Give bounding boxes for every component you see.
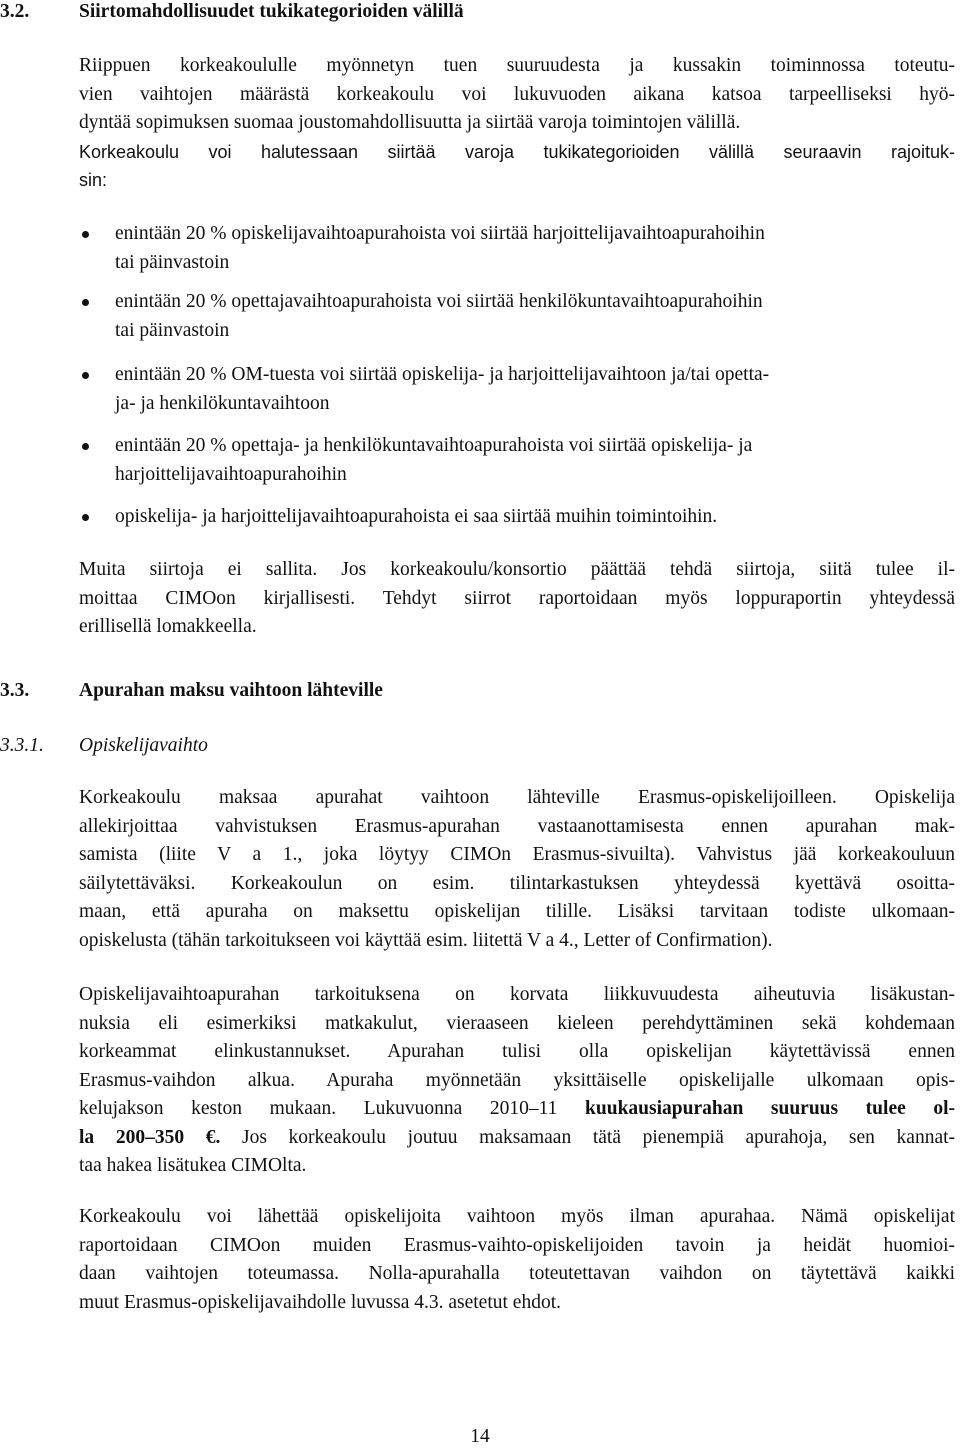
list-item-text [115,361,955,418]
text-line: muut Erasmus-opiskelijavaihdolle luvussa 4.3. asetetut ehdot. [79,1291,561,1313]
emphasis-grant-range: la 200–350 €. [79,1126,221,1148]
bullet-dot [82,231,89,238]
section-number: 3.2. [0,1,30,22]
text-line: harjoittelijavaihtoapurahoihin [115,463,347,485]
list-item-text [115,288,955,345]
text-line: enintään 20 % opiskelijavaihtoapurahoista voi siirtää harjoittelijavaihtoapurahoihin [115,223,765,244]
text-run: Jos korkeakoulu joutuu maksamaan tätä pienempiä apurahoja, sen kannat- [220,1126,956,1148]
emphasis-grant-amount: kuukausiapurahan suuruus tulee ol- [585,1098,955,1119]
section-number: 3.3.1. [0,735,44,756]
text-line: moittaa CIMOon kirjallisesti. Tehdyt siirrot raportoidaan myös loppuraportin yhteydessä [79,587,955,609]
text-line: Muita siirtoja ei sallita. Jos korkeakoulu/konsortio päättää tehdä siirtoja, siitä tulee il- [79,559,955,580]
section-title: Apurahan maksu vaihtoon lähteville [79,680,383,701]
list-item-text [115,220,955,277]
text-line: allekirjoittaa vahvistuksen Erasmus-apurahan vastaanottamisesta ennen apurahan mak- [79,815,955,837]
text-line: Opiskelijavaihtoapurahan tarkoituksena on korvata liikkuvuudesta aiheutuvia lisäkustan- [79,984,955,1005]
text-line: enintään 20 % OM-tuesta voi siirtää opiskelija- ja harjoittelijavaihtoon ja/tai opetta- [115,364,770,385]
text-line: sin: [79,170,108,190]
text-line: enintään 20 % opettaja- ja henkilökuntavaihtoapurahoista voi siirtää opiskelija- ja [115,435,753,456]
text-line: erillisellä lomakkeella. [79,616,257,637]
text-line: raportoidaan CIMOon muiden Erasmus-vaihto-opiskelijoiden tavoin ja heidät huomioi- [79,1234,955,1256]
text-line: nuksia eli esimerkiksi matkakulut, vieraaseen kieleen perehdyttäminen sekä kohdemaan [79,1012,955,1034]
text-line: ja- ja henkilökuntavaihtoon [115,392,330,414]
bullet-dot [82,514,89,521]
text-line: maan, että apuraha on maksettu opiskelijan tilille. Lisäksi tarvitaan todiste ulkomaan- [79,901,955,922]
text-line: Riippuen korkeakoululle myönnetyn tuen suuruudesta ja kussakin toiminnossa toteutu- [79,55,955,76]
text-line: enintään 20 % opettajavaihtoapurahoista voi siirtää henkilökuntavaihtoapurahoihin [115,291,763,312]
text-line: Erasmus-vaihdon alkua. Apuraha myönnetään yksittäiselle opiskelijalle ulkomaan opis- [79,1069,955,1091]
paragraph-other-transfers [79,556,955,642]
paragraph-transfer-intro [79,52,955,195]
text-run: kelujakson keston mukaan. Lukuvuonna 2010–11 [79,1098,586,1119]
bullet-dot [82,299,89,306]
text-line [79,1095,955,1124]
page-number: 14 [470,1426,490,1447]
section-number: 3.3. [0,680,30,701]
bullet-dot [82,443,89,450]
list-item-text [115,432,955,489]
text-line: samista (liite V a 1., joka löytyy CIMOn Erasmus-sivuilta). Vahvistus jää korkeakouluun [79,844,955,865]
bullet-dot [82,372,89,379]
text-line: dyntää sopimuksen suomaa joustomahdollisuutta ja siirtää varoja toimintojen välillä. [79,112,741,133]
text-line: tai päinvastoin [115,251,230,273]
section-title: Opiskelijavaihto [79,735,208,756]
list-item-text [115,503,955,532]
text-line: daan vaihtojen toteumassa. Nolla-apurahalla toteutettavan vaihdon on täytettävä kaikki [79,1263,955,1284]
text-line: taa hakea lisätukea CIMOlta. [79,1155,307,1176]
text-line: Korkeakoulu voi halutessaan siirtää varoja tukikategorioiden välillä seuraavin rajoituk- [79,141,955,162]
text-line: korkeammat elinkustannukset. Apurahan tulisi olla opiskelijan käytettävissä ennen [79,1041,955,1062]
paragraph-zero-grant [79,1203,955,1317]
text-line: tai päinvastoin [115,319,230,341]
text-line [79,1124,955,1153]
text-line: Korkeakoulu maksaa apurahat vaihtoon lähteville Erasmus-opiskelijoilleen. Opiskelija [79,787,955,808]
paragraph-grant-payment [79,784,955,955]
text-line: Korkeakoulu voi lähettää opiskelijoita vaihtoon myös ilman apurahaa. Nämä opiskelijat [79,1206,955,1227]
section-title: Siirtomahdollisuudet tukikategorioiden välillä [79,1,464,22]
text-line: opiskelija- ja harjoittelijavaihtoapurahoista ei saa siirtää muihin toimintoihin. [115,506,718,527]
text-line: säilytettäväksi. Korkeakoulun on esim. tilintarkastuksen yhteydessä kyettävä osoitta- [79,872,955,894]
text-line: opiskelusta (tähän tarkoitukseen voi käyttää esim. liitettä V a 4., Letter of Confirmation). [79,929,773,951]
paragraph-grant-purpose [79,981,955,1181]
text-line: vien vaihtojen määrästä korkeakoulu voi lukuvuoden aikana katsoa tarpeelliseksi hyö- [79,83,955,105]
